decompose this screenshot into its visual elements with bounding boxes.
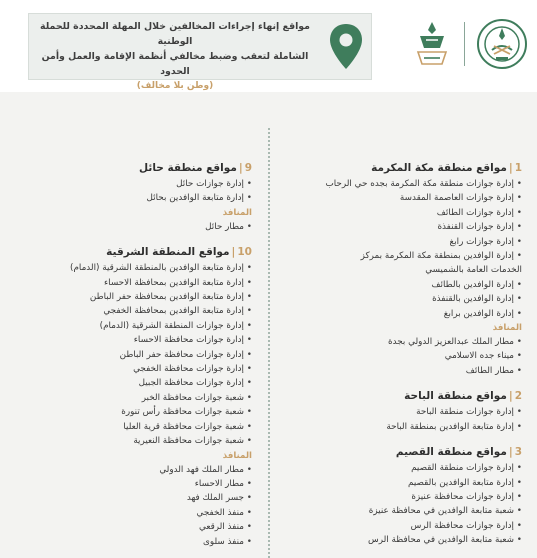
port-item: • منفذ الرقعي <box>22 520 252 534</box>
list-item: • إدارة جوازات محافظة الاحساء <box>22 333 252 347</box>
port-item: • مطار الاحساء <box>22 477 252 491</box>
list-item: • إدارة جوازات القنفذة <box>292 220 522 234</box>
list-item: • إدارة جوازات حائل <box>22 177 252 191</box>
section-baha <box>292 388 522 434</box>
section-number: 9 <box>244 162 252 174</box>
banner-line-2: الشاملة لتعقب وضبط مخالفي أنظمة الإقامة والعمل وأمن الحدود <box>41 51 309 77</box>
list-item: • إدارة جوازات المنطقة الشرقية (الدمام) <box>22 319 252 333</box>
list-item: الخدمات العامة بالشميسي <box>425 265 522 276</box>
banner-line-1: مواقع إنهاء إجراءات المخالفين خلال المهلة المحددة للحملة الوطنية <box>40 21 310 47</box>
list-item: • شعبة متابعة الوافدين في محافظة الرس <box>292 533 522 547</box>
right-column <box>292 160 522 548</box>
port-item: • مطار الملك عبدالعزيز الدولي بجدة <box>292 335 522 349</box>
ports-label: المنافذ <box>222 450 252 461</box>
section-makkah <box>292 160 522 378</box>
list-item: • شعبة جوازات محافظة قرية العليا <box>22 420 252 434</box>
section-qassim <box>292 444 522 547</box>
section-title <box>22 244 252 260</box>
port-item: • ميناء جده الاسلامي <box>292 349 522 363</box>
section-title <box>292 388 522 404</box>
section-title <box>22 160 252 176</box>
ministry-emblem-icon <box>472 14 532 74</box>
section-number: 1 <box>514 162 522 174</box>
port-item: • مطار الطائف <box>292 364 522 378</box>
section-separator: | <box>508 162 513 174</box>
list-item: • إدارة متابعة الوافدين بمحافظة الاحساء <box>22 276 252 290</box>
list-item: • إدارة متابعة الوافدين بمحافظة حفر الباطن <box>22 290 252 304</box>
section-separator: | <box>238 162 243 174</box>
section-title <box>292 160 522 176</box>
section-title <box>292 444 522 460</box>
port-item: • منفذ الخفجي <box>22 506 252 520</box>
ports-label: المنافذ <box>492 323 522 334</box>
section-title-text: مواقع منطقة الباحة <box>404 390 507 403</box>
passports-emblem-icon <box>402 14 462 74</box>
section-eastern <box>22 244 252 549</box>
section-title-text: مواقع منطقة حائل <box>139 162 237 174</box>
list-item: • إدارة متابعة الوافدين بحائل <box>22 191 252 205</box>
banner-tagline: (وطن بلا مخالف) <box>136 81 214 91</box>
list-item: • إدارة جوازات منطقة القصيم <box>292 461 522 475</box>
page-header <box>0 0 537 92</box>
section-separator: | <box>231 246 236 259</box>
campaign-banner <box>28 13 372 91</box>
left-column <box>22 160 252 549</box>
list-item: • إدارة جوازات محافظة الرس <box>292 519 522 533</box>
section-number: 3 <box>514 446 522 459</box>
list-item: • إدارة متابعة الوافدين بالقصيم <box>292 476 522 490</box>
list-item: • شعبة متابعة الوافدين في محافظة عنيزة <box>292 504 522 518</box>
list-item: • إدارة متابعة الوافدين بمنطقة الباحة <box>292 420 522 434</box>
section-separator: | <box>508 446 513 459</box>
list-item: • إدارة متابعة الوافدين بمحافظة الخفجي <box>22 304 252 318</box>
list-item: • شعبة جوازات محافظة النعيرية <box>22 434 252 448</box>
banner-text <box>35 19 315 94</box>
list-item: • إدارة الوافدين بالقنفذة <box>292 292 522 306</box>
logo-divider <box>464 22 465 66</box>
port-item: • مطار الملك فهد الدولي <box>22 463 252 477</box>
section-title-text: مواقع منطقة مكة المكرمة <box>371 162 507 174</box>
list-item: • شعبة جوازات محافظة رأس تنورة <box>22 405 252 419</box>
section-number: 2 <box>514 390 522 403</box>
ports-label: المنافذ <box>222 207 252 218</box>
list-item: • إدارة جوازات محافظة عنيزة <box>292 490 522 504</box>
port-item: • منفذ سلوى <box>22 535 252 549</box>
list-item: • إدارة جوازات محافظة حفر الباطن <box>22 348 252 362</box>
list-item: • إدارة جوازات منطقة مكة المكرمة بجده حي الرحاب <box>292 177 522 191</box>
list-item: • إدارة جوازات محافظة الخفجي <box>22 362 252 376</box>
list-item: • إدارة جوازات منطقة الباحة <box>292 405 522 419</box>
list-item: • إدارة متابعة الوافدين بالمنطقة الشرقية (الدمام) <box>22 261 252 275</box>
list-item: • إدارة الوافدين برابغ <box>292 307 522 321</box>
location-pin-icon <box>327 22 365 72</box>
list-item: • إدارة جوازات محافظة الجبيل <box>22 376 252 390</box>
section-title-text: مواقع المنطقة الشرقية <box>106 246 230 259</box>
section-number: 10 <box>237 246 252 259</box>
section-separator: | <box>508 390 513 403</box>
list-item: • إدارة الوافدين بمنطقة مكة المكرمة بمركز <box>292 249 522 263</box>
section-hail <box>22 160 252 234</box>
list-item: • إدارة جوازات العاصمة المقدسة <box>292 191 522 205</box>
section-title-text: مواقع منطقة القصيم <box>395 446 507 459</box>
list-item: • إدارة جوازات الطائف <box>292 206 522 220</box>
column-divider <box>268 128 270 558</box>
port-item: • جسر الملك فهد <box>22 491 252 505</box>
list-item: • إدارة جوازات رابغ <box>292 235 522 249</box>
list-item: • إدارة الوافدين بالطائف <box>292 278 522 292</box>
port-item: • مطار حائل <box>22 220 252 234</box>
list-item: • شعبة جوازات محافظة الخبر <box>22 391 252 405</box>
